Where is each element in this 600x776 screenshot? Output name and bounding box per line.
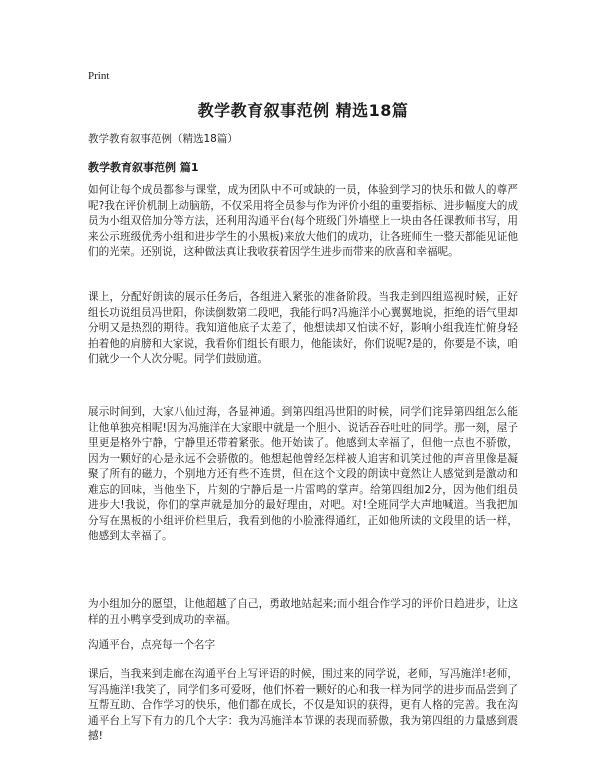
paragraph: 展示时间到，大家八仙过海，各显神通。到第四组冯世阳的时候，同学们诧异第四组怎么能让他单独亮相呢!因为冯施洋在大家眼中就是一个胆小、说话吞吞吐吐的同学。那一刻，屋子里更是格外宁静，宁静里还带着紧张。他开始读了。他感到太幸福了，但他一点也不骄傲，因为一颗好的心是永远不会骄傲的。他想起他曾经怎样被人追害和讥笑过他的声音里像是凝聚了所有的磁力，个别地方还有些不连贯，但在这个文段的朗读中竟然让人感觉到是激动和难忘的回味，当他坐下，片刻的宁静后是一片雷鸣的掌声。给第四组加2分，因为他们组员进步大!我说，你们的掌声就是加分的最好理由，对吧。对!全班同学大声地喊道。当我把加分写在黑板的小组评价栏里后，我看到他的小脸涨得通红，正如他所读的文段里的话一样，他感到太幸福了。 (88, 406, 518, 542)
print-label[interactable]: Print (88, 70, 110, 82)
paragraph: 如何让每个成员都参与课堂，成为团队中不可或缺的一员，体验到学习的快乐和做人的尊严呢?我在评价机制上动脑筋，不仅采用将全员参与作为评价小组的重要指标、进步幅度大的成员为小组双倍加分等方法，还利用沟通平台(每个班级门外墙壁上一块由各任课教师书写，用来公示班级优秀小组和进步学生的小黑板)来放大他们的成功，让各班师生一整天都能见证他们的光荣。还别说，这种做法真让我收获着因学生进步而带来的欣喜和幸福呢。 (88, 184, 518, 258)
document-subtitle: 教学教育叙事范例（精选18篇） (88, 133, 238, 145)
paragraph: 课后，当我来到走廊在沟通平台上写评语的时候，围过来的同学说，老师，写冯施洋!老师，写冯施洋!我笑了，同学们多可爱呀，他们怀着一颗好的心和我一样为同学的进步而品尝到了互帮互助、合作学习的快乐，他们都在成长，不仅是知识的获得，更有人格的完善。我在沟通平台上写下有力的几个大字：我为冯施洋本节课的表现而骄傲，我为第四组的力量感到震撼! (88, 668, 518, 742)
page-title: 教学教育叙事范例 精选18篇 (197, 101, 409, 120)
paragraph: 为小组加分的愿望，让他超越了自己，勇敢地站起来;而小组合作学习的评价日趋进步，让这样的丑小鸭享受到成功的幸福。 (88, 598, 518, 626)
paragraph-subheading: 沟通平台，点亮每一个名字 (88, 639, 216, 651)
section-heading: 教学教育叙事范例 篇1 (88, 161, 199, 174)
paragraph: 课上，分配好朗读的展示任务后，各组进入紧张的准备阶段。当我走到四组巡视时候，正好组长功说组员冯世阳，你读倒数第二段吧，我能行吗?冯施洋小心翼翼地说，拒绝的语气里却分明又是热烈的期待。我知道他底子太差了，他想读却又怕读不好，影响小组我连忙俯身轻拍着他的肩膀和大家说，我看你们组长有眼力，他能读好，你们说呢?是的，你要是不读，咱们就少一个人次分呢。同学们鼓励道。 (88, 291, 518, 365)
